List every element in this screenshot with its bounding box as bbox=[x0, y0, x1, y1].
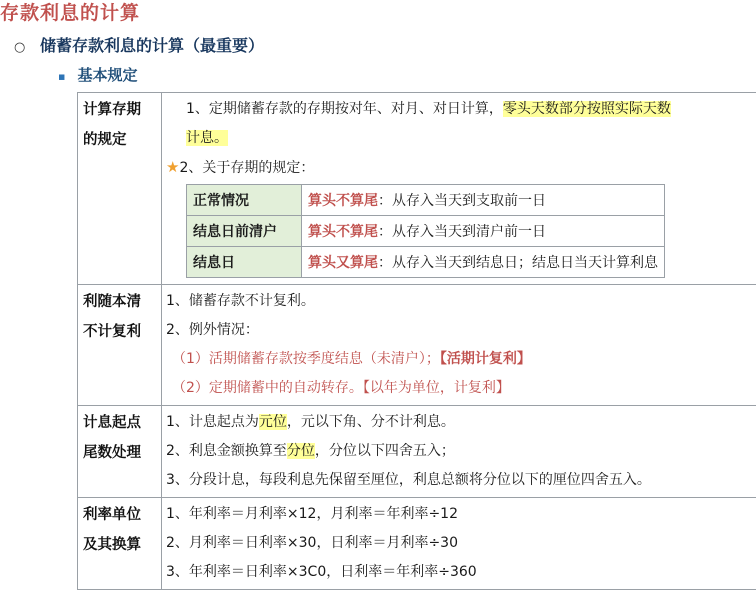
text-line: 2、月利率＝日利率×30，日利率＝月利率÷30 bbox=[166, 535, 458, 551]
row-header-line: 及其换算 bbox=[83, 537, 141, 553]
page-title: 存款利息的计算 bbox=[0, 2, 141, 24]
table-cell-value bbox=[302, 216, 665, 247]
text-line: 3、分段计息，每段利息先保留至厘位，利息总额将分位以下的厘位四舍五入。 bbox=[166, 472, 651, 488]
text-span: ：从存入当天到清户前一日 bbox=[378, 224, 546, 240]
row-header-line: 利随本清 bbox=[83, 294, 141, 310]
circle-bullet-icon: ○ bbox=[14, 40, 26, 55]
row-content bbox=[162, 285, 756, 406]
row-header-line: 不计复利 bbox=[83, 324, 141, 340]
text-span: ，元以下角、分不计利息。 bbox=[286, 414, 455, 430]
text-line bbox=[166, 345, 756, 374]
table-cell-value bbox=[302, 247, 665, 278]
text-line bbox=[166, 437, 756, 466]
text-line bbox=[166, 95, 756, 124]
text-span: ：从存入当天到支取前一日 bbox=[378, 193, 546, 209]
table-row bbox=[78, 285, 756, 406]
table-row bbox=[78, 93, 756, 285]
row-header-line: 计算存期 bbox=[83, 102, 141, 118]
highlight-text: 元位 bbox=[258, 414, 287, 430]
text-line: 2、例外情况： bbox=[166, 322, 259, 338]
row-header bbox=[78, 498, 162, 590]
text-span: ，分位以下四舍五入； bbox=[314, 443, 455, 459]
rules-table bbox=[77, 92, 756, 590]
row-header-line: 计息起点 bbox=[83, 415, 141, 431]
highlight-text: 零头天数部分按照实际天数 bbox=[502, 101, 671, 117]
star-icon: ★ bbox=[166, 158, 180, 176]
text-line: 3、年利率＝日利率×3C0，日利率＝年利率÷360 bbox=[166, 564, 477, 580]
row-header-line: 尾数处理 bbox=[83, 445, 141, 461]
text-line: 1、年利率＝月利率×12，月利率＝年利率÷12 bbox=[166, 506, 458, 522]
text-line: 1、储蓄存款不计复利。 bbox=[166, 293, 315, 309]
text-span: 2、关于存期的规定： bbox=[179, 160, 315, 176]
highlight-text: 分位 bbox=[286, 443, 315, 459]
row-header-line: 利率单位 bbox=[83, 507, 141, 523]
table-row bbox=[78, 498, 756, 590]
table-row bbox=[78, 406, 756, 498]
emphasis-text: 算头不算尾 bbox=[308, 224, 378, 240]
row-header bbox=[78, 285, 162, 406]
row-header-line: 的规定 bbox=[83, 132, 127, 148]
highlight-text: 计息。 bbox=[186, 130, 228, 146]
section-heading bbox=[14, 34, 264, 60]
text-line bbox=[166, 153, 756, 182]
table-row bbox=[187, 216, 665, 247]
subsection-heading-text: 基本规定 bbox=[77, 66, 138, 84]
row-content bbox=[162, 93, 756, 285]
text-line bbox=[166, 408, 756, 437]
row-header bbox=[78, 93, 162, 285]
square-bullet-icon: ▪ bbox=[58, 70, 66, 83]
row-content bbox=[162, 498, 756, 590]
emphasis-text: 【活期计复利】 bbox=[439, 351, 531, 367]
text-span: 2、利息金额换算至 bbox=[166, 443, 287, 459]
emphasis-text: 算头又算尾 bbox=[308, 255, 378, 271]
table-cell-key: 结息日前清户 bbox=[187, 216, 302, 247]
table-cell-key: 正常情况 bbox=[187, 185, 302, 216]
table-row bbox=[187, 247, 665, 278]
section-heading-text: 储蓄存款利息的计算（最重要） bbox=[40, 36, 265, 55]
text-line: （2）定期储蓄中的自动转存。【以年为单位，计复利】 bbox=[172, 380, 510, 396]
row-content bbox=[162, 406, 756, 498]
text-span: （1）活期储蓄存款按季度结息（未清户）； bbox=[172, 351, 440, 367]
subsection-heading bbox=[58, 64, 137, 88]
term-rules-table bbox=[186, 184, 665, 278]
emphasis-text: 算头不算尾 bbox=[308, 193, 378, 209]
table-row bbox=[187, 185, 665, 216]
table-cell-key: 结息日 bbox=[187, 247, 302, 278]
table-cell-value bbox=[302, 185, 665, 216]
row-header bbox=[78, 406, 162, 498]
text-span: ：从存入当天到结息日；结息日当天计算利息 bbox=[378, 255, 658, 271]
text-span: 1、定期储蓄存款的存期按对年、对月、对日计算， bbox=[186, 101, 503, 117]
text-span: 1、计息起点为 bbox=[166, 414, 259, 430]
text-line bbox=[166, 124, 756, 153]
